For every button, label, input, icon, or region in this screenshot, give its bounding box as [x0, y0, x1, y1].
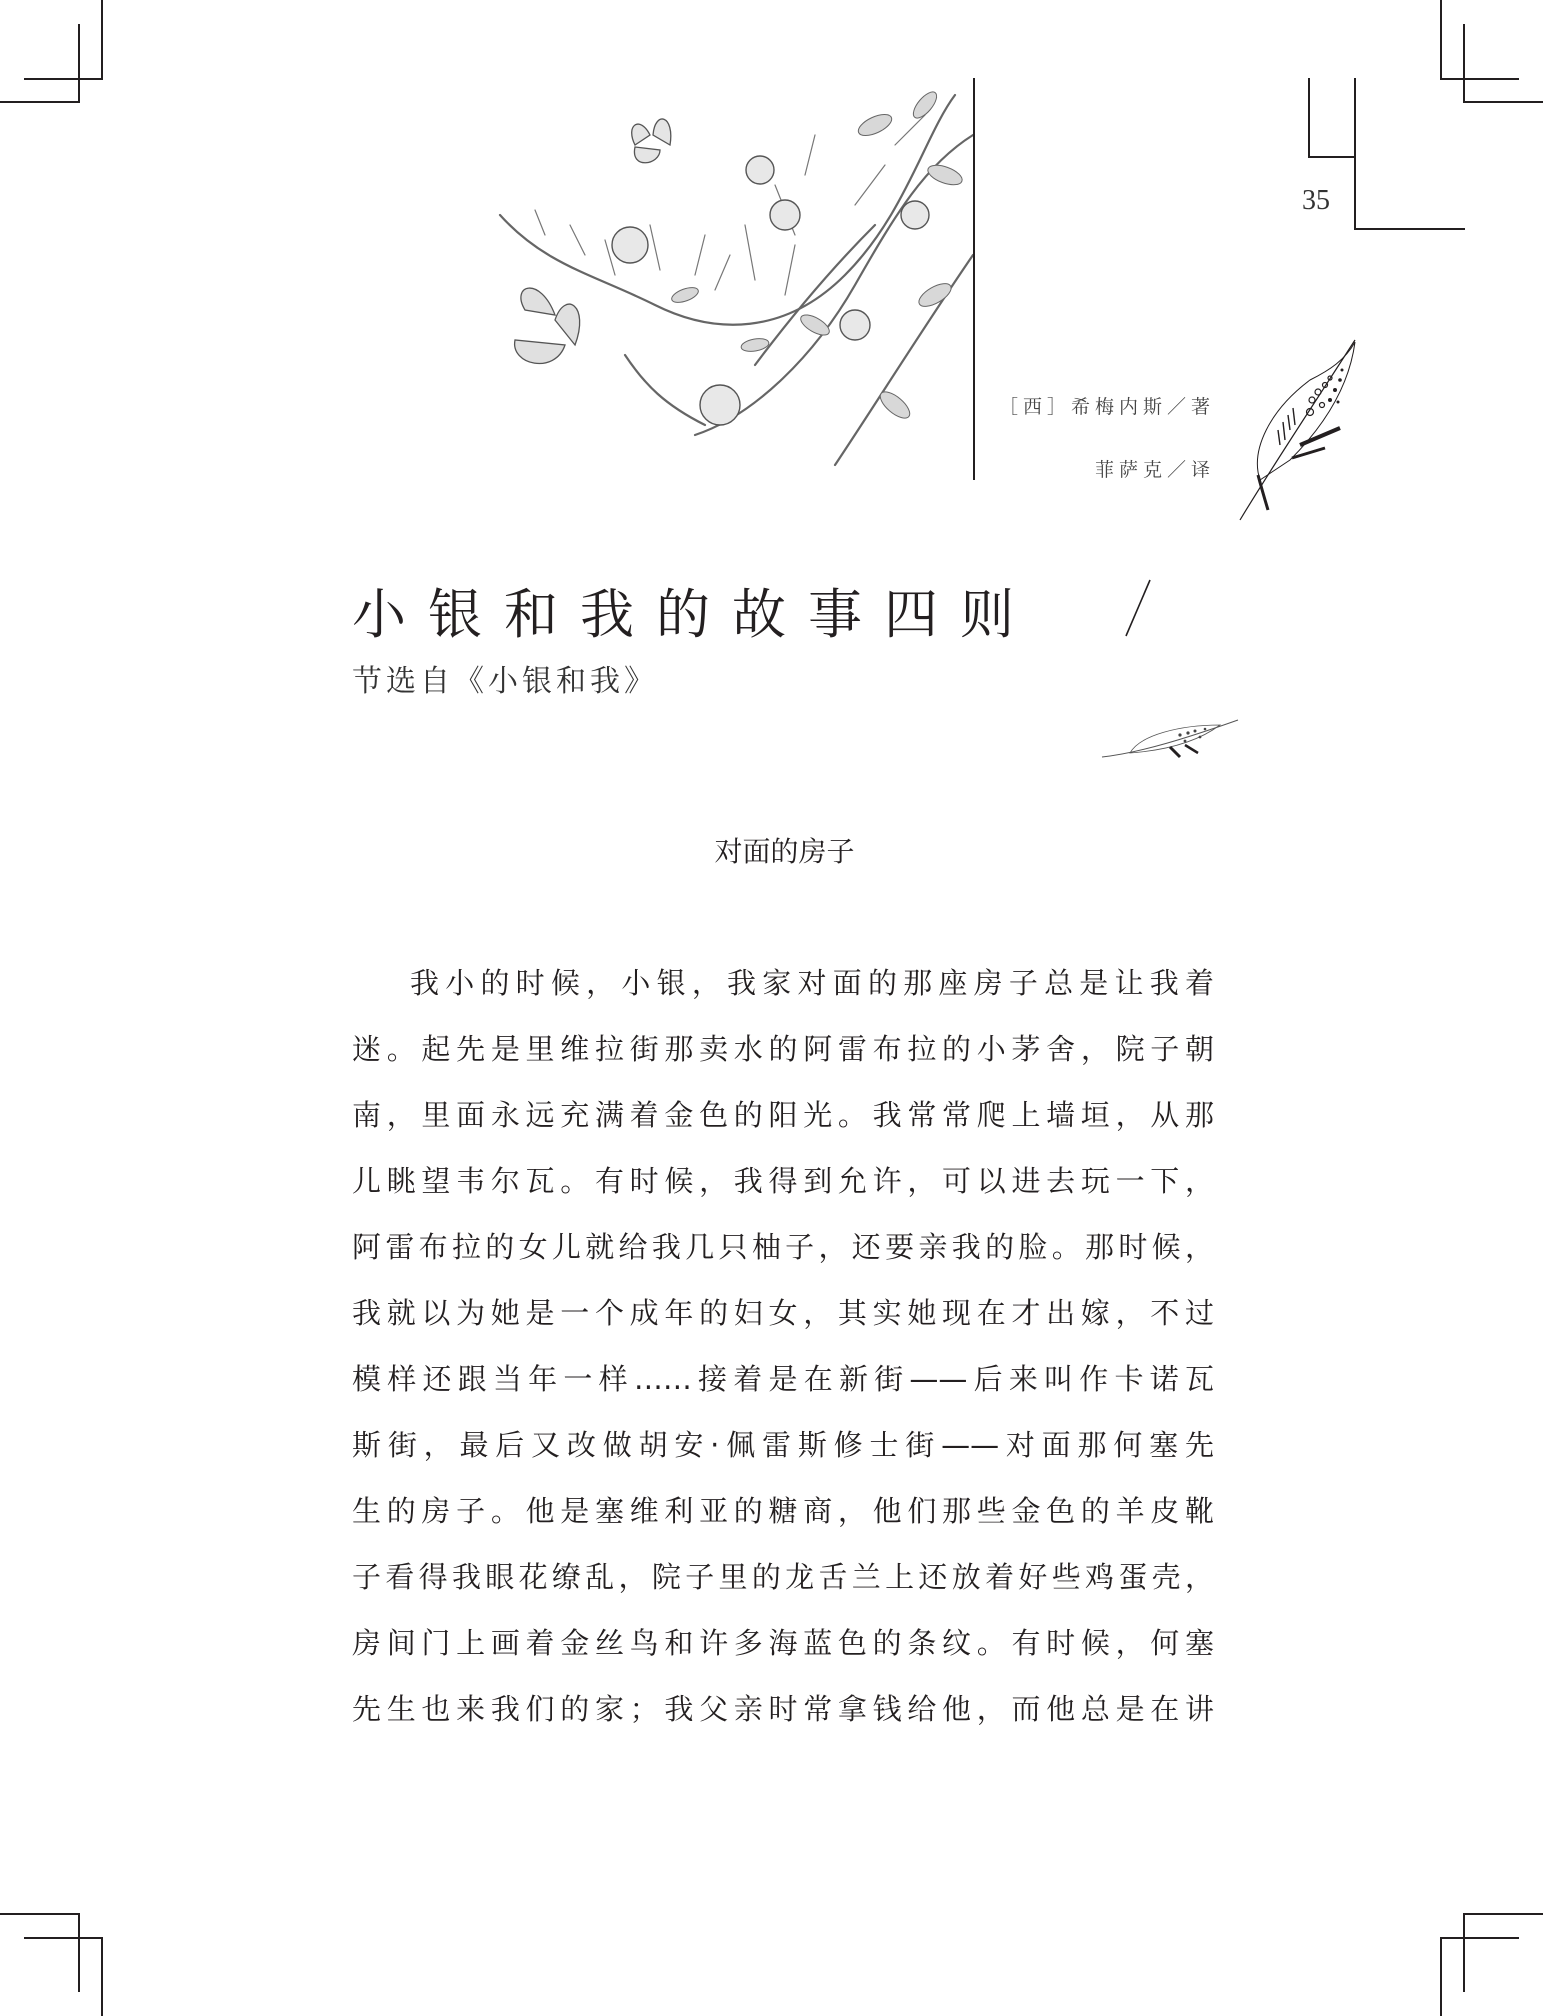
butterfly-upper [632, 119, 671, 163]
header-frame-mid-h [1308, 156, 1355, 158]
article-subtitle: 节选自《小银和我》 [352, 664, 658, 699]
body-line: 南，里面永远充满着金色的阳光。我常常爬上墙垣，从那 [352, 1098, 1214, 1132]
crop-mark-top-right-outer-h [1440, 78, 1519, 80]
body-line: 我就以为她是一个成年的妇女，其实她现在才出嫁，不过 [352, 1296, 1214, 1330]
body-line: 儿眺望韦尔瓦。有时候，我得到允许，可以进去玩一下， [352, 1164, 1214, 1198]
body-line: 房间门上画着金丝鸟和许多海蓝色的条纹。有时候，何塞 [352, 1626, 1214, 1660]
body-line: 模样还跟当年一样……接着是在新街——后来叫作卡诺瓦 [352, 1362, 1214, 1396]
crop-mark-top-left-outer-h [24, 78, 103, 80]
feather-small-icon [1100, 715, 1240, 765]
body-line: 阿雷布拉的女儿就给我几只柚子，还要亲我的脸。那时候， [352, 1230, 1214, 1264]
body-line: 斯街，最后又改做胡安·佩雷斯修士街——对面那何塞先 [352, 1428, 1214, 1462]
header-frame-right-v [1354, 78, 1356, 230]
body-line: 子看得我眼花缭乱，院子里的龙舌兰上还放着好些鸡蛋壳， [352, 1560, 1214, 1594]
crop-mark-top-right-inner-v [1463, 24, 1465, 103]
section-heading [0, 830, 1543, 870]
header-frame-left-v [1308, 78, 1310, 158]
crop-mark-bottom-right-inner-h [1440, 1937, 1519, 1939]
title-slash-ornament [1122, 578, 1152, 640]
crop-mark-bottom-right-outer-v [1463, 1913, 1465, 1992]
crop-mark-bottom-left-outer-v [78, 1913, 80, 1992]
crop-mark-bottom-left-inner-h [24, 1937, 103, 1939]
butterfly-lower [515, 288, 580, 363]
body-line: 迷。起先是里维拉街那卖水的阿雷布拉的小茅舍，院子朝 [352, 1032, 1214, 1066]
crop-mark-top-right-inner-h [1463, 101, 1543, 103]
body-line: 生的房子。他是塞维利亚的糖商，他们那些金色的羊皮靴 [352, 1494, 1214, 1528]
crop-mark-top-left-inner-h [0, 101, 80, 103]
section-heading-text: 对面的房子 [714, 835, 855, 868]
translator-byline: 菲萨克／译 [1094, 459, 1215, 481]
body-line: 先生也来我们的家；我父亲时常拿钱给他，而他总是在讲 [352, 1692, 1214, 1726]
illustration-divider [973, 78, 975, 480]
header-frame-bottom-h [1354, 228, 1465, 230]
crop-mark-bottom-left-outer-h [0, 1913, 80, 1915]
crop-mark-top-left-inner-v [78, 24, 80, 103]
crop-mark-top-right-outer-v [1440, 0, 1442, 80]
body-line: 我小的时候，小银，我家对面的那座房子总是让我着 [410, 966, 1214, 1000]
page-number: 35 [1302, 185, 1330, 216]
article-title: 小银和我的故事四则 [352, 583, 1036, 646]
feather-icon [1230, 330, 1360, 530]
body-text [352, 950, 1214, 1742]
crop-mark-bottom-right-inner-v [1440, 1937, 1442, 2016]
vine-butterfly-illustration [455, 75, 975, 475]
crop-mark-top-left-outer-v [101, 0, 103, 80]
crop-mark-bottom-left-inner-v [101, 1937, 103, 2016]
author-byline: ［西］希梅内斯／著 [998, 396, 1215, 418]
crop-mark-bottom-right-outer-h [1463, 1913, 1543, 1915]
